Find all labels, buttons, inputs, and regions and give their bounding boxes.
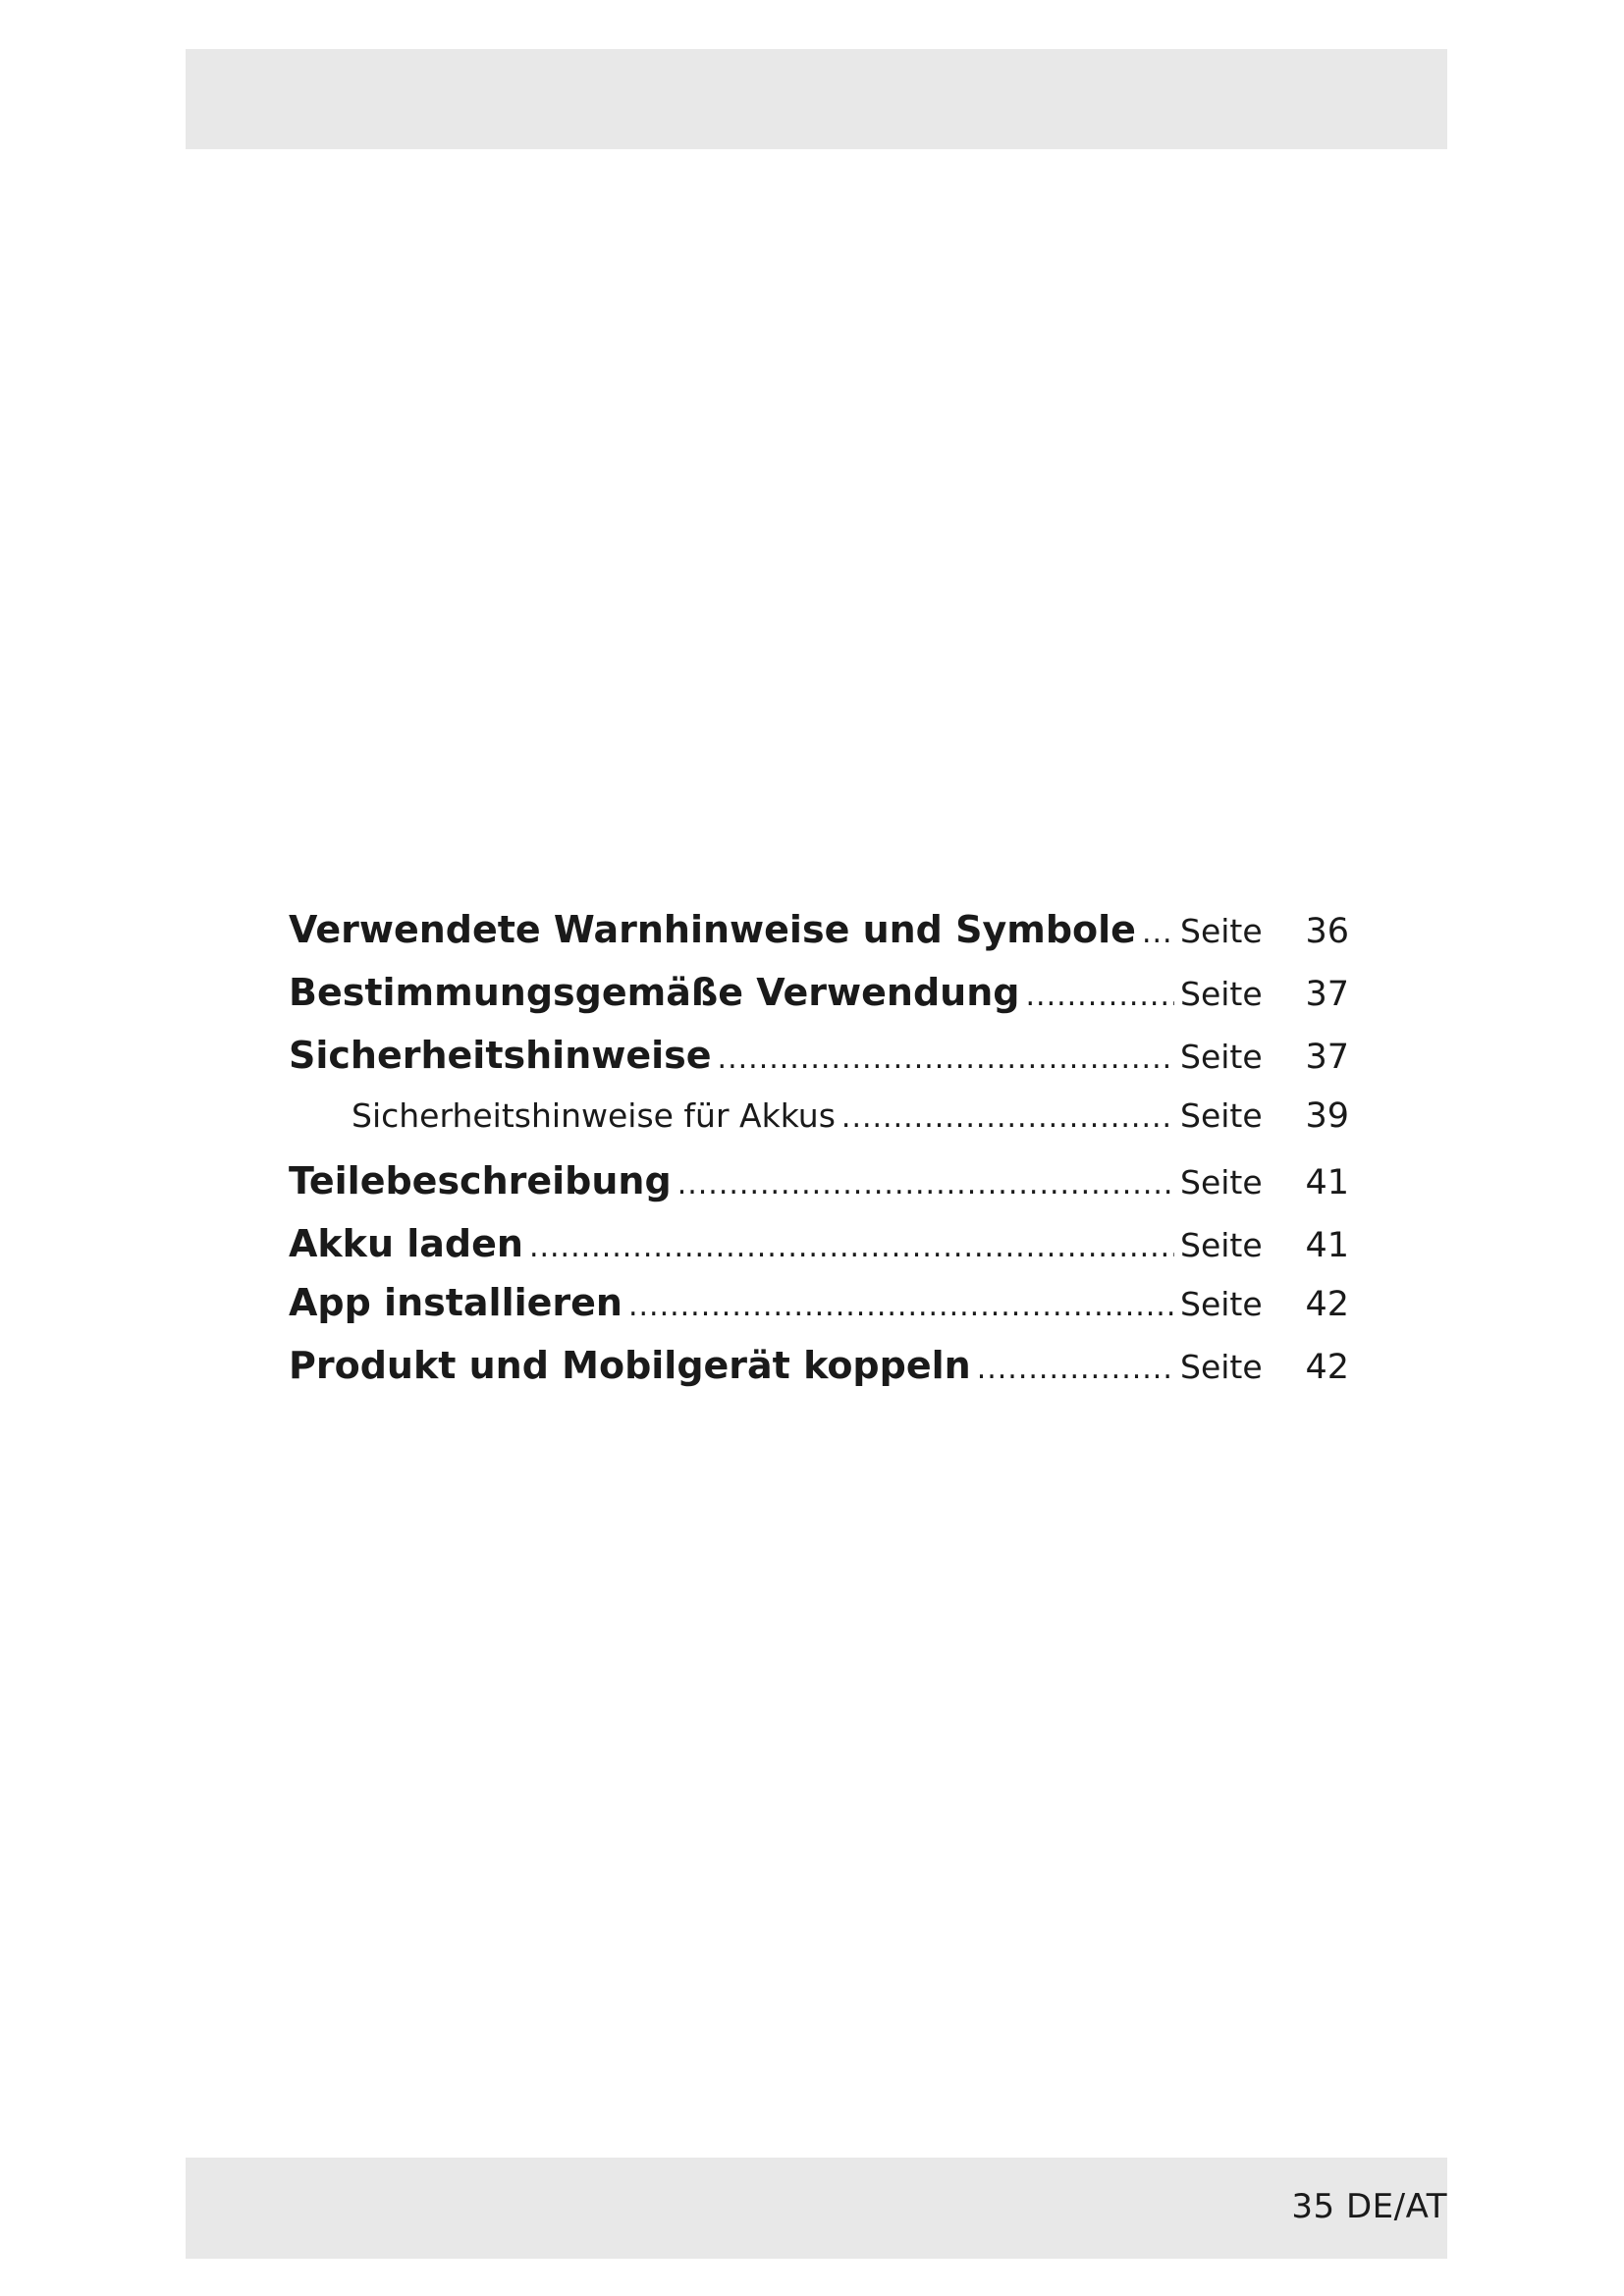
toc-entry-warnhinweise[interactable] bbox=[289, 908, 1349, 967]
toc-entry-title: Sicherheitshinweise für Akkus bbox=[352, 1096, 836, 1135]
toc-seite-label: Seite bbox=[1180, 1096, 1263, 1135]
toc-entry-verwendung[interactable] bbox=[289, 971, 1349, 1030]
dot-leader bbox=[628, 1289, 1174, 1323]
toc-page-number: 41 bbox=[1305, 1226, 1349, 1265]
toc-entry-title: Verwendete Warnhinweise und Symbole bbox=[289, 908, 1136, 951]
toc-page-number: 37 bbox=[1305, 1038, 1349, 1077]
dot-leader bbox=[841, 1100, 1174, 1135]
toc-entry-title: Bestimmungsgemäße Verwendung bbox=[289, 971, 1020, 1014]
toc-entry-sicherheitshinweise[interactable] bbox=[289, 1034, 1349, 1093]
toc-seite-label: Seite bbox=[1180, 1163, 1263, 1201]
toc-page-number: 42 bbox=[1305, 1285, 1349, 1324]
header-band bbox=[186, 49, 1447, 149]
dot-leader bbox=[1142, 916, 1174, 950]
dot-leader bbox=[677, 1167, 1174, 1201]
toc-entry-app-installieren[interactable] bbox=[289, 1281, 1349, 1340]
toc-seite-label: Seite bbox=[1180, 975, 1263, 1013]
toc-page-number: 36 bbox=[1305, 912, 1349, 951]
dot-leader bbox=[1026, 979, 1175, 1013]
dot-leader bbox=[718, 1041, 1174, 1076]
toc-seite-label: Seite bbox=[1180, 1285, 1263, 1323]
toc-page-number: 41 bbox=[1305, 1163, 1349, 1202]
dot-leader bbox=[977, 1352, 1174, 1386]
toc-entry-title: Sicherheitshinweise bbox=[289, 1034, 712, 1077]
toc-entry-koppeln[interactable] bbox=[289, 1344, 1349, 1403]
toc-entry-akkus[interactable] bbox=[289, 1096, 1349, 1155]
toc-seite-label: Seite bbox=[1180, 912, 1263, 950]
page-number: 35 DE/AT bbox=[1291, 2187, 1447, 2226]
footer-band bbox=[186, 2158, 1447, 2259]
toc-page-number: 42 bbox=[1305, 1348, 1349, 1387]
toc-entry-akku-laden[interactable] bbox=[289, 1222, 1349, 1281]
toc-entry-title: Produkt und Mobilgerät koppeln bbox=[289, 1344, 971, 1387]
toc-seite-label: Seite bbox=[1180, 1038, 1263, 1076]
toc-seite-label: Seite bbox=[1180, 1348, 1263, 1386]
toc-entry-teilebeschreibung[interactable] bbox=[289, 1159, 1349, 1218]
toc-seite-label: Seite bbox=[1180, 1226, 1263, 1264]
toc-entry-title: Akku laden bbox=[289, 1222, 523, 1265]
dot-leader bbox=[529, 1230, 1174, 1264]
toc-entry-title: Teilebeschreibung bbox=[289, 1159, 672, 1202]
toc-page-number: 37 bbox=[1305, 975, 1349, 1014]
toc-entry-title: App installieren bbox=[289, 1281, 623, 1324]
toc-page-number: 39 bbox=[1305, 1096, 1349, 1136]
